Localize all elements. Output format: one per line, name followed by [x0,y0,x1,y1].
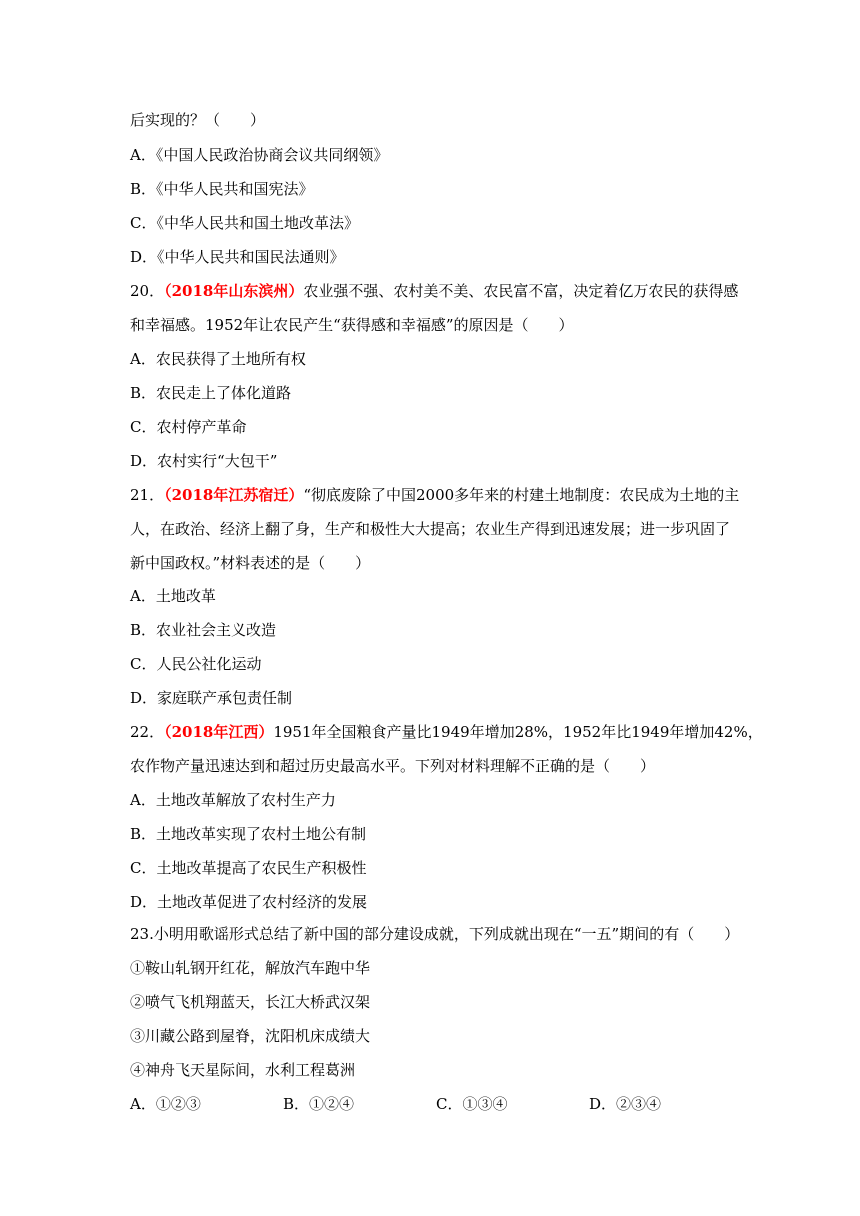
q20-option-c[interactable]: C．农村停产革命 [130,418,247,436]
q20-option-d[interactable]: D．农村实行“大包干” [130,452,278,470]
q22-stem-line2: 农作物产量迅速达到和超过历史最高水平。下列对材料理解不正确的是（ ） [130,757,656,775]
q23-item-3: ③川藏公路到屋脊，沈阳机床成绩大 [130,1027,371,1045]
q22-option-c[interactable]: C．土地改革提高了农民生产积极性 [130,859,367,877]
q22-option-b[interactable]: B．土地改革实现了农村土地公有制 [130,825,367,843]
q21-stem-text: “彻底废除了中国2000多年来的村建土地制度：农民成为土地的主 [303,486,740,504]
q23-options-row [130,1093,740,1115]
q22-number: 22． [130,723,165,741]
q21-stem-line1 [130,484,740,506]
q20-stem-line1 [130,280,740,302]
q20-number: 20． [130,282,165,300]
q23-option-b[interactable]: B．①②④ [283,1095,355,1113]
q22-stem-text: 1951年全国粮食产量比1949年增加28%，1952年比1949年增加42%， [273,723,763,741]
q20-stem-line2: 和幸福感。1952年让农民产生“获得感和幸福感”的原因是（ ） [130,316,574,334]
q21-number: 21． [130,486,165,504]
q21-option-d[interactable]: D．家庭联产承包责任制 [130,689,293,707]
q22-option-a[interactable]: A．土地改革解放了农村生产力 [130,791,336,809]
q21-source-tag: （2018年江苏宿迁） [164,486,304,504]
q21-option-a[interactable]: A．土地改革 [130,587,216,605]
q23-option-d[interactable]: D．②③④ [589,1095,662,1113]
q23-item-4: ④神舟飞天星际间，水利工程葛洲 [130,1061,356,1079]
q22-stem-line1 [130,721,763,743]
q20-option-b[interactable]: B．农民走上了体化道路 [130,384,292,402]
q23-stem: 23.小明用歌谣形式总结了新中国的部分建设成就，下列成就出现在“一五”期间的有（ ） [130,925,740,943]
q23-option-a[interactable]: A．①②③ [130,1095,201,1113]
q20-stem-text: 农业强不强、农村美不美、农民富不富，决定着亿万农民的获得感 [303,282,739,300]
q19-option-c[interactable]: C．《中华人民共和国土地改革法》 [130,214,359,232]
q19-option-a[interactable]: A．《中国人民政治协商会议共同纲领》 [130,146,389,164]
q19-stem-tail: 后实现的？（ ） [130,111,266,129]
q20-source-tag: （2018年山东滨州） [164,282,304,300]
q23-option-c[interactable]: C．①③④ [436,1095,508,1113]
q22-source-tag: （2018年江西） [164,723,274,741]
q19-option-b[interactable]: B．《中华人民共和国宪法》 [130,180,314,198]
q22-option-d[interactable]: D．土地改革促进了农村经济的发展 [130,893,368,911]
q21-option-c[interactable]: C．人民公社化运动 [130,655,262,673]
q23-item-2: ②喷气飞机翔蓝天，长江大桥武汉架 [130,993,371,1011]
q20-option-a[interactable]: A．农民获得了土地所有权 [130,350,306,368]
q21-option-b[interactable]: B．农业社会主义改造 [130,621,277,639]
q21-stem-line2: 人，在政治、经济上翻了身，生产和极性大大提高；农业生产得到迅速发展；进一步巩固了 [130,520,731,538]
q21-stem-line3: 新中国政权。”材料表述的是（ ） [130,554,371,572]
q23-item-1: ①鞍山轧钢开红花，解放汽车跑中华 [130,959,371,977]
q19-option-d[interactable]: D．《中华人民共和国民法通则》 [130,248,345,266]
